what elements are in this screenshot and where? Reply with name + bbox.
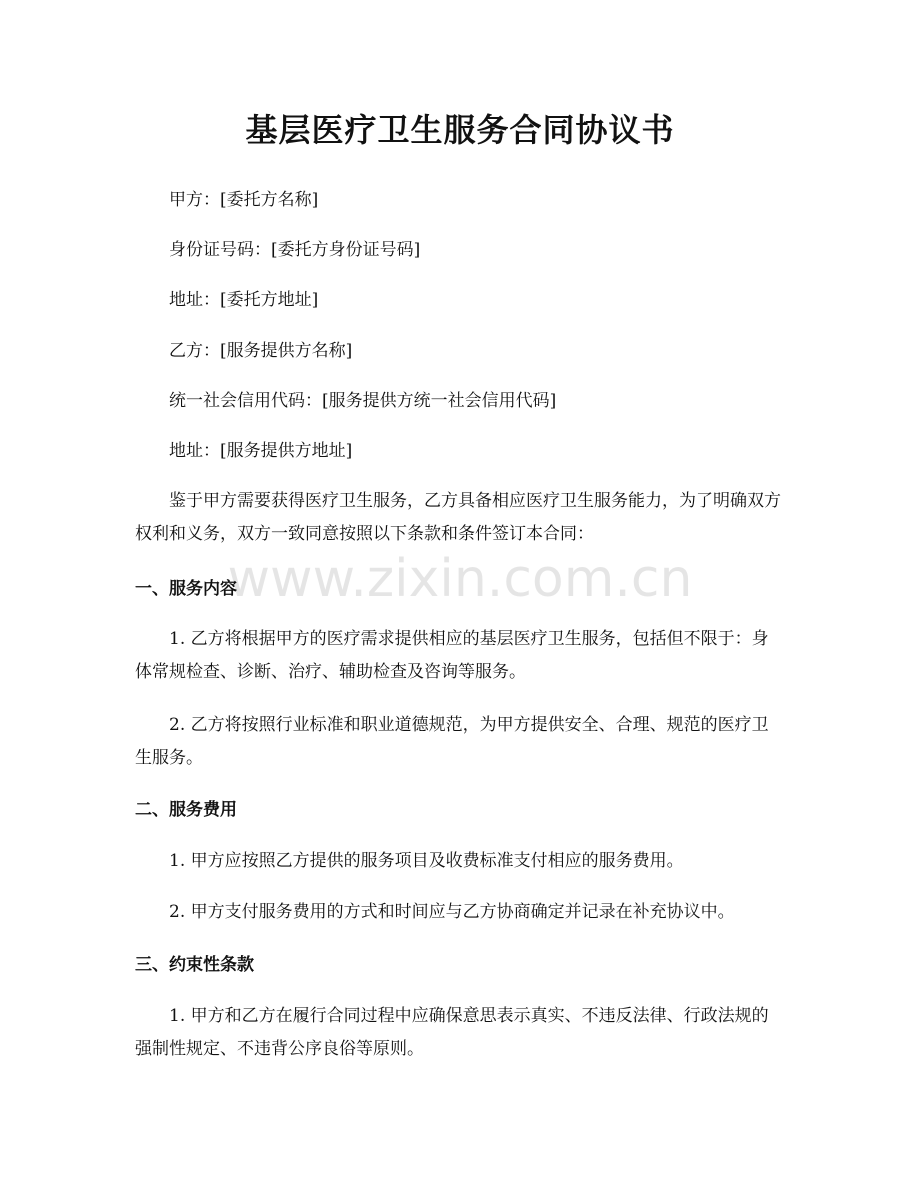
party-b-line: 乙方：[服务提供方名称] — [169, 341, 353, 361]
clause-1-1: 1. 乙方将根据甲方的医疗需求提供相应的基层医疗卫生服务，包括但不限于：身体常规检查、诊断、治疗、辅助检查及咨询等服务。 — [135, 629, 769, 682]
document-title: 基层医疗卫生服务合同协议书 — [245, 111, 675, 149]
section-heading-service-fee: 二、服务费用 — [135, 800, 237, 820]
clause-2-1: 1. 甲方应按照乙方提供的服务项目及收费标准支付相应的服务费用。 — [169, 851, 684, 871]
section-heading-binding-terms: 三、约束性条款 — [135, 955, 254, 975]
party-b-address-line: 地址：[服务提供方地址] — [169, 441, 353, 461]
section-heading-service-content: 一、服务内容 — [135, 579, 237, 599]
clause-3-1: 1. 甲方和乙方在履行合同过程中应确保意思表示真实、不违反法律、行政法规的强制性规定、不违背公序良俗等原则。 — [135, 1006, 769, 1059]
party-a-address-line: 地址：[委托方地址] — [169, 290, 319, 310]
clause-2-2: 2. 甲方支付服务费用的方式和时间应与乙方协商确定并记录在补充协议中。 — [169, 902, 735, 922]
party-a-id-line: 身份证号码：[委托方身份证号码] — [169, 240, 421, 260]
watermark-text: www.zixin.com.cn — [227, 549, 693, 609]
clause-1-2: 2. 乙方将按照行业标准和职业道德规范，为甲方提供安全、合理、规范的医疗卫生服务。 — [135, 715, 769, 768]
preamble-paragraph: 鉴于甲方需要获得医疗卫生服务，乙方具备相应医疗卫生服务能力，为了明确双方权利和义务，双方一致同意按照以下条款和条件签订本合同： — [135, 491, 781, 544]
party-b-credit-code-line: 统一社会信用代码：[服务提供方统一社会信用代码] — [169, 391, 557, 411]
party-a-line: 甲方：[委托方名称] — [169, 190, 319, 210]
